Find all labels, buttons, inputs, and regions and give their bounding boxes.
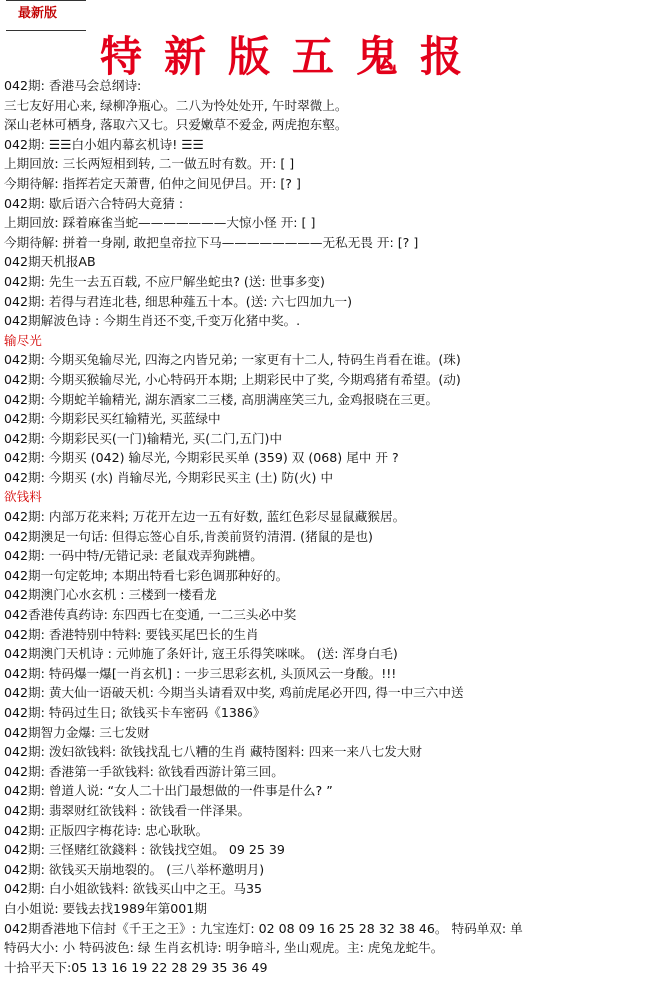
bulletin-line: 042期: 特码过生日; 欲钱买卡车密码《1386》 <box>4 705 266 720</box>
bulletin-line: 042期: 今期彩民买红输精光, 买蓝绿中 <box>4 411 221 427</box>
bulletin-line: 042期: 歇后语六合特码大竟猜 : <box>4 195 184 211</box>
bulletin-line: 042期: 今期蛇羊输精光, 湖东酒家二三楼, 高朋满座笑三九, 金鸡报晓在三更。 <box>4 391 439 407</box>
bulletin-line: 042期: 曾道人说: “女人二十出门最想做的一件事是什么? ” <box>4 783 333 799</box>
top-rule <box>6 0 86 1</box>
bulletin-line: 042期澳足一句话: 但得忘签心自乐,肯羡前贤钓清渭. (猪鼠的是也) <box>4 528 373 544</box>
bulletin-line: 042期解波色诗 : 今期生肖还不变,千变万化猪中奖。. <box>4 313 301 329</box>
section-heading: 欲钱料 <box>4 489 42 505</box>
bulletin-line: 今期待解: 拼着一身剐, 敢把皇帝拉下马————————无私无畏 开: [? ] <box>4 234 419 250</box>
bulletin-line: 042期: 特码爆一爆[一肖玄机] : 一步三思彩玄机, 头顶风云一身酸。!!! <box>4 665 397 681</box>
bulletin-line: 042期: 香港第一手欲钱料: 欲钱看西游计第三回。 <box>4 763 284 779</box>
bulletin-line: 042期: 今期买猴输尽光, 小心特码开本期; 上期彩民中了奖, 今期鸡猪有希望。(动) <box>4 371 461 387</box>
bulletin-line: 042期智力金爆: 三七发财 <box>4 724 150 740</box>
bulletin-line: 042期: 泼妇欲钱料: 欲钱找乱七八糟的生肖 藏特图料: 四来一来八七发大财 <box>4 744 422 760</box>
bulletin-line: 042期香港地下信封《千王之王》: 九宝连灯: 02 08 09 16 25 28 32 38 46。 特码单双: 单 <box>4 920 523 936</box>
section-heading: 输尽光 <box>4 332 42 348</box>
bulletin-line: 042期: 三怪赌红欲錢料 : 欲钱找空姐。 09 25 39 <box>4 842 285 858</box>
bulletin-line: 042期: 翡翠财红欲钱料 : 欲钱看一伴泽果。 <box>4 802 251 818</box>
bulletin-line: 042期澳门心水玄机 : 三楼到一楼看龙 <box>4 587 217 603</box>
bulletin-line: 042期: 白小姐欲钱料: 欲钱买山中之王。马35 <box>4 881 263 897</box>
bulletin-line: 042期: 一码中特/无错记录: 老鼠戏弄狗跳槽。 <box>4 548 263 564</box>
bulletin-line: 042期: 香港马会总纲诗: <box>4 78 142 93</box>
bulletin-line: 042期: ☰☰白小姐内幕玄机诗! ☰☰ <box>4 136 204 152</box>
bulletin-line: 042期: 内部万花来料; 万花开左边一五有好数, 蓝红色彩尽显鼠藏猴居。 <box>4 509 406 525</box>
bulletin-line: 上期回放: 踩着麻雀当蛇———————大惊小怪 开: [ ] <box>4 215 316 231</box>
bulletin-line: 042期: 香港特别中特料: 要钱买尾巴长的生肖 <box>4 626 259 642</box>
bulletin-line: 上期回放: 三长两短相到转, 二一做五时有数。开: [ ] <box>4 156 295 172</box>
bulletin-line: 三七友好用心来, 绿柳净瓶心。二八为怜处处开, 午时翠微上。 <box>4 97 348 113</box>
bulletin-line: 特码大小: 小 特码波色: 绿 生肖玄机诗: 明争暗斗, 坐山观虎。主: 虎兔龙蛇牛。 <box>4 940 444 956</box>
bulletin-line: 042香港传真药诗: 东四西七在变通, 一二三头必中奖 <box>4 607 297 623</box>
bulletin-line: 042期: 先生一去五百载, 不应尸解坐蛇虫? (送: 世事多变) <box>4 273 325 289</box>
bulletin-line: 042期: 若得与君连北巷, 细思种薤五十本。(送: 六七四加九一) <box>4 293 353 309</box>
bulletin-line: 深山老林可栖身, 落取六又七。只爱嫩草不爱金, 两虎抱东壑。 <box>4 117 348 133</box>
bulletin-line: 042期: 欲钱买天崩地裂的。 (三八举杯邀明月) <box>4 861 265 877</box>
bulletin-line: 042期天机报AB <box>4 254 96 270</box>
bulletin-line: 042期: 今期买 (水) 肖输尽光, 今期彩民买主 (土) 防(火) 中 <box>4 469 334 485</box>
bulletin-line: 042期: 今期买兔输尽光, 四海之内皆兄弟; 一家更有十二人, 特码生肖看在谁。(珠) <box>4 352 461 368</box>
bulletin-line: 今期待解: 指挥若定天萧曹, 伯仲之间见伊吕。开: [? ] <box>4 175 301 191</box>
bulletin-body <box>4 76 666 977</box>
bulletin-line: 042期一句定乾坤; 本期出特看七彩色调那种好的。 <box>4 567 289 583</box>
latest-version-badge: 最新版 <box>18 6 58 21</box>
bulletin-line: 042期: 今期买 (042) 输尽光, 今期彩民买单 (359) 双 (068) 尾中 开 ? <box>4 450 399 466</box>
badge-underline <box>6 30 86 31</box>
page-title: 特新版五鬼报 <box>100 32 485 81</box>
bulletin-line: 042期澳门天机诗 : 元帅施了条奸计, 寇王乐得笑咪咪。 (送: 浑身白毛) <box>4 646 398 662</box>
bulletin-line: 042期: 黄大仙一语破天机: 今期当头请看双中奖, 鸡前虎尾必开四, 得一中三六中送 <box>4 685 464 701</box>
bulletin-line: 042期: 今期彩民买(一门)输精光, 买(二门,五门)中 <box>4 430 283 446</box>
bulletin-line: 042期: 正版四字梅花诗: 忠心耿耿。 <box>4 822 209 838</box>
bulletin-line: 白小姐说: 要钱去找1989年第001期 <box>4 900 207 916</box>
bulletin-line: 十拾平天下:05 13 16 19 22 28 29 35 36 49 <box>4 959 268 975</box>
